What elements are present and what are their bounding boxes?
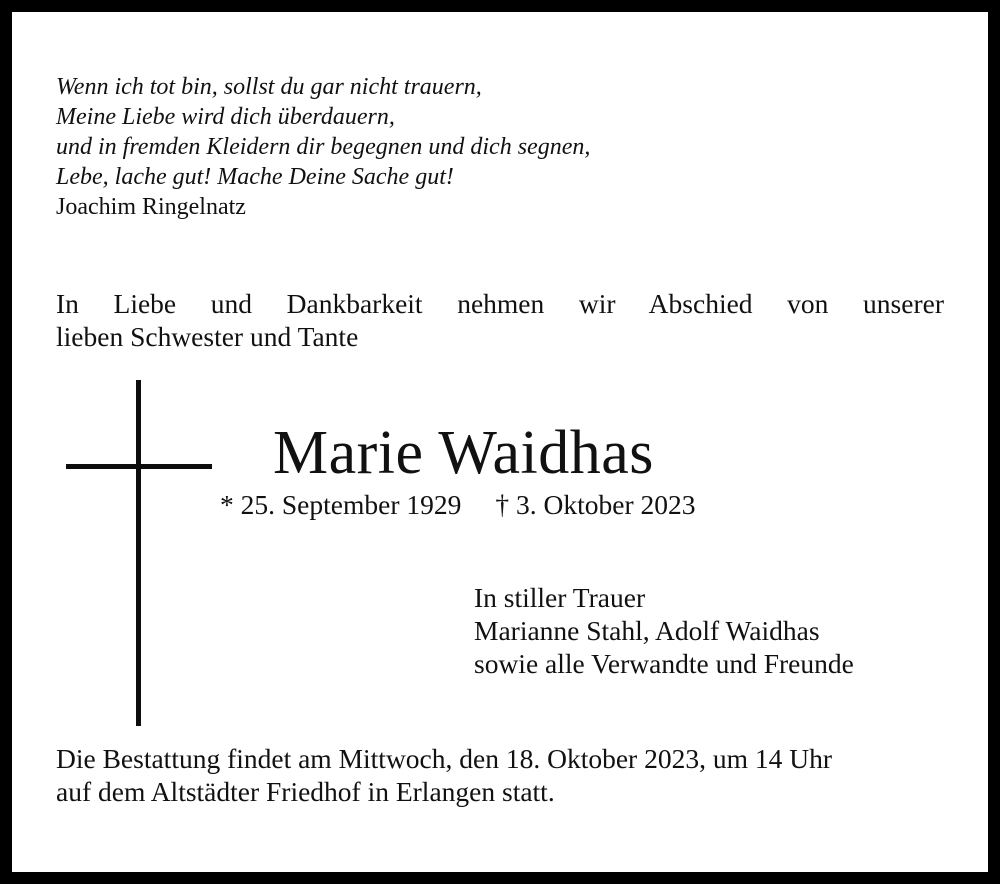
cross-vertical-bar	[136, 380, 141, 726]
obituary-notice	[12, 12, 988, 872]
life-dates	[220, 487, 695, 523]
death-date: † 3. Oktober 2023	[495, 489, 696, 520]
mourners-block	[474, 581, 854, 680]
poem-author: Joachim Ringelnatz	[56, 194, 246, 220]
intro-line: lieben Schwester und Tante	[56, 321, 359, 352]
mourners-line: Marianne Stahl, Adolf Waidhas	[474, 615, 820, 646]
birth-date: * 25. September 1929	[220, 489, 462, 520]
intro-text	[56, 287, 944, 353]
mourners-line: sowie alle Verwandte und Freunde	[474, 648, 854, 679]
cross-horizontal-bar	[66, 464, 212, 469]
poem-line: und in fremden Kleidern dir begegnen und dich segnen,	[56, 134, 591, 160]
deceased-name: Marie Waidhas	[273, 419, 654, 487]
poem-line: Lebe, lache gut! Mache Deine Sache gut!	[56, 164, 454, 190]
poem-line: Wenn ich tot bin, sollst du gar nicht trauern,	[56, 74, 482, 100]
intro-line: In Liebe und Dankbarkeit nehmen wir Abschied von unserer	[56, 288, 944, 319]
funeral-line: auf dem Altstädter Friedhof in Erlangen statt.	[56, 776, 555, 807]
poem-line: Meine Liebe wird dich überdauern,	[56, 104, 395, 130]
funeral-line: Die Bestattung findet am Mittwoch, den 18. Oktober 2023, um 14 Uhr	[56, 743, 832, 774]
mourners-line: In stiller Trauer	[474, 582, 646, 613]
poem-block	[56, 72, 590, 222]
funeral-info	[56, 742, 832, 808]
